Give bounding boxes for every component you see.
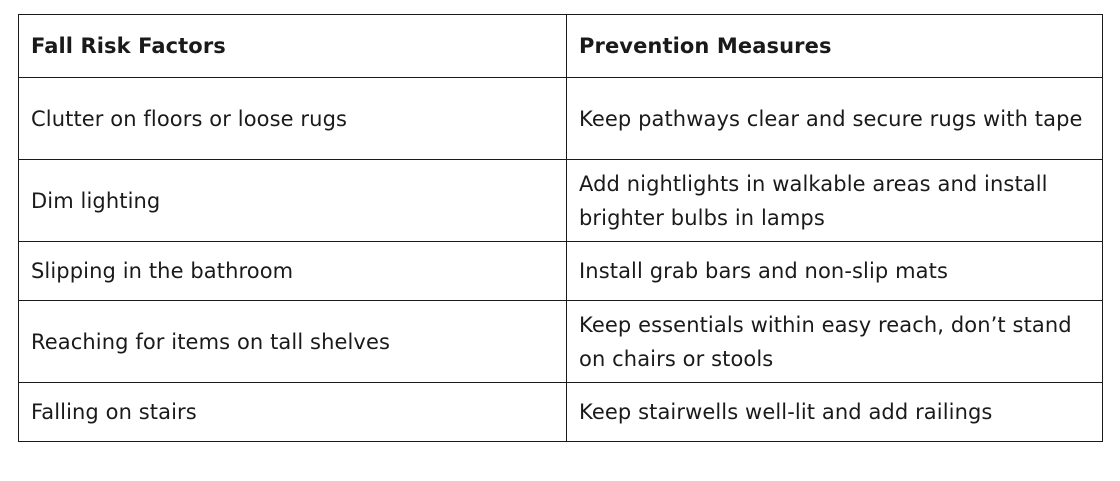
header-prevention-measures: Prevention Measures [567,15,1103,78]
prevention-measure-cell: Keep pathways clear and secure rugs with tape [567,78,1103,160]
risk-factor-cell: Slipping in the bathroom [19,242,567,301]
risk-factor-cell: Reaching for items on tall shelves [19,301,567,383]
prevention-measure-cell: Install grab bars and non-slip mats [567,242,1103,301]
table-row [19,383,1103,442]
risk-factor-cell: Dim lighting [19,160,567,242]
risk-factor-cell: Clutter on floors or loose rugs [19,78,567,160]
table-row [19,301,1103,383]
fall-risk-table [18,14,1103,442]
prevention-measure-cell: Keep stairwells well-lit and add railings [567,383,1103,442]
prevention-measure-cell: Add nightlights in walkable areas and install brighter bulbs in lamps [567,160,1103,242]
table-row [19,242,1103,301]
prevention-measure-cell: Keep essentials within easy reach, don’t stand on chairs or stools [567,301,1103,383]
table-body [19,78,1103,442]
table-row [19,78,1103,160]
table-row [19,160,1103,242]
header-fall-risk-factors: Fall Risk Factors [19,15,567,78]
risk-factor-cell: Falling on stairs [19,383,567,442]
header-row [19,15,1103,78]
table-header [19,15,1103,78]
